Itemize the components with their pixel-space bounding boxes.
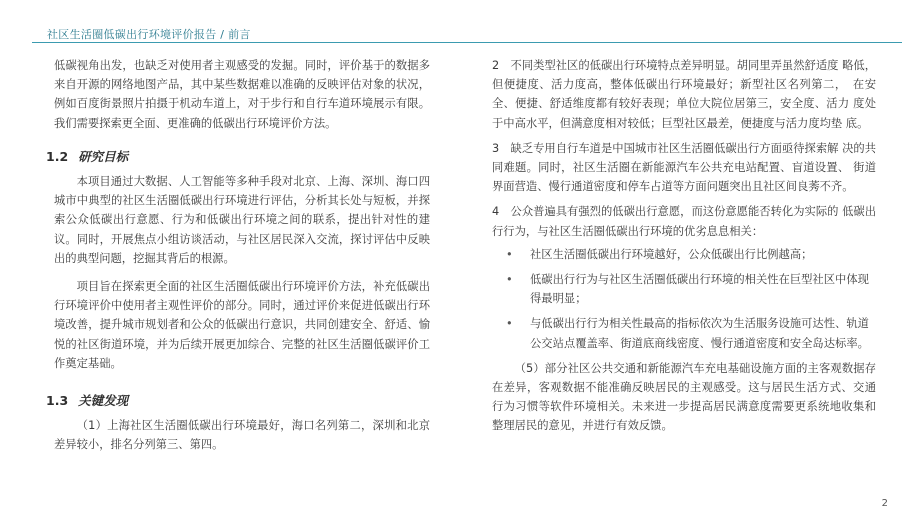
header-divider [32, 42, 902, 43]
intro-paragraph: 低碳视角出发，也缺乏对使用者主观感受的发掘。同时，评价基于的数据多来自开源的网络地图产品，其中某些数据难以准确的反映评估对象的状况，例如百度街景照片拍摄于机动车道上，对于步行和自行车道环境展示有限。我们需要探索更全面、更准确的低碳出行环境评价方法。 [54, 59, 430, 130]
left-column [46, 56, 430, 455]
finding-3-paragraph: 3 缺乏专用自行车道是中国城市社区生活圈低碳出行方面亟待探索解 决的共同难题。同时，社区生活圈在新能源汽车公共充电站配置、盲道设置、 街道界面营造、慢行通道密度和停车占道等方面问题突出且社区间良莠不齐。 [492, 141, 876, 194]
section-number: 1.2 [46, 148, 69, 164]
finding-1-paragraph: （1）上海社区生活圈低碳出行环境最好，海口名列第二，深圳和北京差异较小，排名分列第三、第四。 [54, 419, 430, 452]
section-heading-1-2 [46, 147, 430, 166]
list-item [506, 270, 876, 308]
list-item [506, 314, 876, 352]
section-number: 1.3 [46, 393, 69, 409]
bullet-text: 与低碳出行行为相关性最高的指标依次为生活服务设施可达性、轨道公交站点覆盖率、街道底商线密度、慢行通道密度和安全岛达标率。 [530, 317, 869, 350]
research-goal-paragraph-2: 项目旨在探索更全面的社区生活圈低碳出行环境评价方法，补充低碳出行环境评价中使用者主观性评价的部分。同时，通过评价来促进低碳出行环境改善，提升城市规划者和公众的低碳出行意识，共同创建安全、舒适、愉悦的社区街道环境，并为后续开展更加综合、完整的社区生活圈低碳评价工作奠定基础。 [54, 280, 430, 370]
section-title: 研究目标 [78, 148, 129, 164]
bullet-text: 社区生活圈低碳出行环境越好，公众低碳出行比例越高； [530, 247, 813, 261]
page-number: 2 [881, 498, 888, 509]
section-heading-1-3 [46, 391, 430, 410]
bullet-text: 低碳出行行为与社区生活圈低碳出行环境的相关性在巨型社区中体现得最明显； [530, 273, 869, 306]
finding-4-paragraph: 4 公众普遍具有强烈的低碳出行意愿，而这份意愿能否转化为实际的 低碳出行行为，与社区生活圈低碳出行环境的优劣息息相关： [492, 205, 876, 238]
right-column [492, 56, 876, 436]
bullet-icon: • [506, 273, 513, 287]
finding-2-paragraph: 2 不同类型社区的低碳出行环境特点差异明显。胡同里弄虽然舒适度 略低，但便捷度、活力度高，整体低碳出行环境最好；新型社区名列第二， 在安全、便捷、舒适维度都有较好表现；单位大院位居第三，安全度、活力 度处于中高水平，但满意度相对较低；巨型社区最差，便捷度与活力度均垫 底。 [492, 59, 876, 130]
page-header-title: 社区生活圈低碳出行环境评价报告 / 前言 [47, 28, 251, 41]
section-title: 关键发现 [78, 393, 129, 409]
list-item [506, 245, 876, 264]
bullet-icon: • [506, 317, 513, 331]
bullet-icon: • [506, 247, 513, 261]
research-goal-paragraph-1: 本项目通过大数据、人工智能等多种手段对北京、上海、深圳、海口四城市中典型的社区生活圈低碳出行环境进行评估，分析其长处与短板，并探索公众低碳出行意愿、行为和低碳出行环境之间的联系，提出针对性的建议。同时，开展焦点小组访谈活动，与社区居民深入交流，探讨评估中反映出的典型问题，挖掘其背后的根源。 [54, 175, 430, 265]
finding-4-bullet-list [506, 245, 876, 353]
finding-5-paragraph: （5）部分社区公共交通和新能源汽车充电基础设施方面的主客观数据存在差异，客观数据不能准确反映居民的主观感受。这与居民生活方式、交通行为习惯等软件环境相关。未来进一步提高居民满意度需要更系统地收集和整理居民的意见，并进行有效反馈。 [492, 361, 876, 433]
